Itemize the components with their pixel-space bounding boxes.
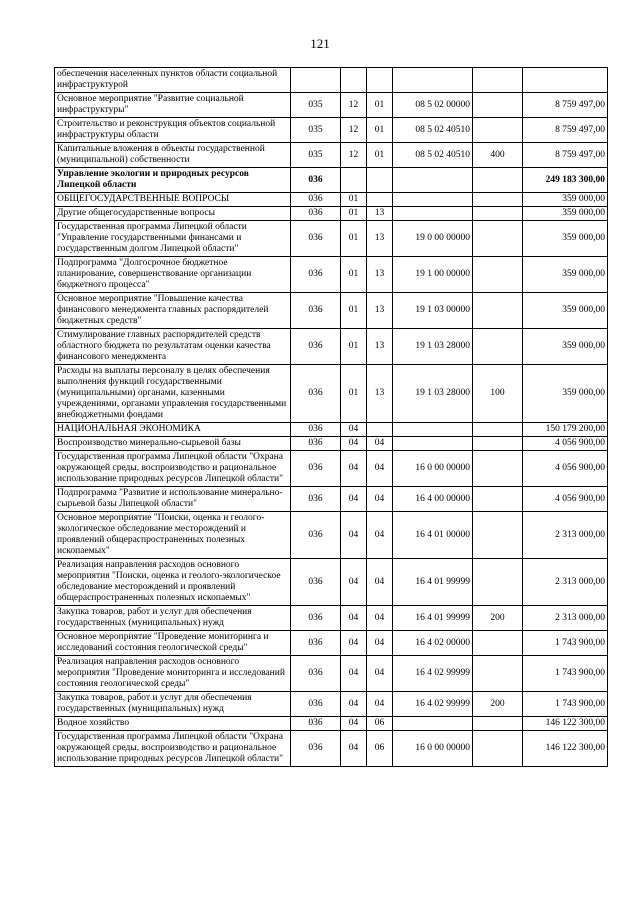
row-target-article — [393, 168, 473, 193]
row-expense-type — [473, 451, 523, 487]
row-section: 01 — [341, 207, 367, 221]
row-subsection — [367, 68, 393, 93]
row-name: ОБЩЕГОСУДАРСТВЕННЫЕ ВОПРОСЫ — [55, 193, 291, 207]
row-section: 04 — [341, 717, 367, 731]
row-sum: 4 056 900,00 — [523, 487, 608, 512]
row-admin-code: 036 — [291, 606, 341, 631]
row-section: 04 — [341, 692, 367, 717]
row-subsection — [367, 423, 393, 437]
table-row — [55, 606, 608, 631]
row-target-article: 19 1 00 00000 — [393, 257, 473, 293]
row-sum — [523, 68, 608, 93]
row-subsection: 13 — [367, 257, 393, 293]
row-target-article: 16 4 02 00000 — [393, 631, 473, 656]
row-section: 04 — [341, 487, 367, 512]
row-expense-type — [473, 423, 523, 437]
row-admin-code: 036 — [291, 631, 341, 656]
row-expense-type — [473, 68, 523, 93]
row-subsection: 06 — [367, 717, 393, 731]
row-admin-code: 036 — [291, 512, 341, 559]
row-name: Государственная программа Липецкой области "Управление государственными финансами и государственным долгом Липецкой области" — [55, 221, 291, 257]
row-expense-type: 200 — [473, 692, 523, 717]
table-row — [55, 257, 608, 293]
row-name: Основное мероприятие "Проведение мониторинга и исследований состояния геологической среды" — [55, 631, 291, 656]
row-sum: 2 313 000,00 — [523, 606, 608, 631]
row-expense-type — [473, 631, 523, 656]
row-subsection — [367, 193, 393, 207]
row-expense-type — [473, 93, 523, 118]
row-sum: 8 759 497,00 — [523, 118, 608, 143]
row-name: Строительство и реконструкция объектов социальной инфраструктуры области — [55, 118, 291, 143]
row-sum: 359 000,00 — [523, 193, 608, 207]
row-admin-code: 036 — [291, 293, 341, 329]
row-sum: 150 179 200,00 — [523, 423, 608, 437]
row-sum: 359 000,00 — [523, 207, 608, 221]
row-admin-code — [291, 68, 341, 93]
row-name: Расходы на выплаты персоналу в целях обеспечения выполнения функций государственными (муниципальными) органами, казенными учреждениями, органами управления государственными внебюджетными фондами — [55, 365, 291, 423]
table-row — [55, 118, 608, 143]
row-admin-code: 035 — [291, 93, 341, 118]
row-sum: 359 000,00 — [523, 365, 608, 423]
row-section: 04 — [341, 512, 367, 559]
table-row — [55, 631, 608, 656]
row-section: 12 — [341, 143, 367, 168]
row-subsection — [367, 168, 393, 193]
row-sum: 359 000,00 — [523, 221, 608, 257]
row-sum: 8 759 497,00 — [523, 93, 608, 118]
row-section: 04 — [341, 423, 367, 437]
row-subsection: 04 — [367, 656, 393, 692]
row-admin-code: 036 — [291, 717, 341, 731]
row-name: Закупка товаров, работ и услуг для обеспечения государственных (муниципальных) нужд — [55, 606, 291, 631]
row-subsection: 04 — [367, 559, 393, 606]
row-subsection: 04 — [367, 487, 393, 512]
row-subsection: 01 — [367, 93, 393, 118]
row-name: Основное мероприятие "Поиски, оценка и геолого-экологическое обследование месторождений и проявлений общераспространенных полезных ископаемых" — [55, 512, 291, 559]
row-expense-type — [473, 717, 523, 731]
row-target-article: 19 0 00 00000 — [393, 221, 473, 257]
row-sum: 146 122 300,00 — [523, 717, 608, 731]
row-target-article: 16 4 01 99999 — [393, 559, 473, 606]
row-section: 01 — [341, 293, 367, 329]
row-name: Государственная программа Липецкой области "Охрана окружающей среды, воспроизводство и рациональное использование природных ресурсов Липецкой области" — [55, 451, 291, 487]
table-row — [55, 731, 608, 767]
row-expense-type — [473, 207, 523, 221]
row-name: Другие общегосударственные вопросы — [55, 207, 291, 221]
table-body — [55, 68, 608, 767]
row-sum: 1 743 900,00 — [523, 692, 608, 717]
page-number: 121 — [310, 36, 330, 51]
row-name: обеспечения населенных пунктов области социальной инфраструктурой — [55, 68, 291, 93]
row-target-article: 08 5 02 40510 — [393, 118, 473, 143]
row-name: Стимулирование главных распорядителей средств областного бюджета по результатам оценки качества финансового менеджмента — [55, 329, 291, 365]
row-sum: 4 056 900,00 — [523, 451, 608, 487]
row-expense-type — [473, 731, 523, 767]
row-admin-code: 035 — [291, 118, 341, 143]
row-admin-code: 036 — [291, 365, 341, 423]
row-subsection: 13 — [367, 365, 393, 423]
table-row — [55, 656, 608, 692]
row-section: 04 — [341, 437, 367, 451]
row-target-article — [393, 68, 473, 93]
row-target-article — [393, 193, 473, 207]
row-name: Реализация направления расходов основного мероприятия "Проведение мониторинга и исследований состояния геологической среды" — [55, 656, 291, 692]
row-expense-type — [473, 168, 523, 193]
row-expense-type — [473, 512, 523, 559]
row-expense-type — [473, 257, 523, 293]
row-name: Подпрограмма "Развитие и использование минерально-сырьевой базы Липецкой области" — [55, 487, 291, 512]
row-sum: 1 743 900,00 — [523, 656, 608, 692]
row-name: Реализация направления расходов основного мероприятия "Поиски, оценка и геолого-экологическое обследование месторождений и проявлений общераспространенных полезных ископаемых" — [55, 559, 291, 606]
table-row — [55, 168, 608, 193]
table-row — [55, 423, 608, 437]
row-subsection: 04 — [367, 692, 393, 717]
row-expense-type — [473, 559, 523, 606]
row-admin-code: 036 — [291, 423, 341, 437]
row-admin-code: 036 — [291, 207, 341, 221]
row-subsection: 01 — [367, 143, 393, 168]
table-row — [55, 68, 608, 93]
row-sum: 146 122 300,00 — [523, 731, 608, 767]
row-subsection: 01 — [367, 118, 393, 143]
table-row — [55, 293, 608, 329]
row-section: 01 — [341, 221, 367, 257]
row-admin-code: 036 — [291, 437, 341, 451]
row-expense-type — [473, 221, 523, 257]
row-name: Воспроизводство минерально-сырьевой базы — [55, 437, 291, 451]
row-sum: 359 000,00 — [523, 293, 608, 329]
row-section: 12 — [341, 93, 367, 118]
row-admin-code: 036 — [291, 257, 341, 293]
table-row — [55, 559, 608, 606]
row-subsection: 04 — [367, 606, 393, 631]
row-admin-code: 036 — [291, 559, 341, 606]
table-row — [55, 437, 608, 451]
row-expense-type: 200 — [473, 606, 523, 631]
row-target-article — [393, 437, 473, 451]
row-subsection: 04 — [367, 631, 393, 656]
row-section: 12 — [341, 118, 367, 143]
row-name: Основное мероприятие "Развитие социальной инфраструктуры" — [55, 93, 291, 118]
row-name: Подпрограмма "Долгосрочное бюджетное планирование, совершенствование организации бюджетного процесса" — [55, 257, 291, 293]
row-section: 04 — [341, 559, 367, 606]
row-admin-code: 036 — [291, 487, 341, 512]
row-section: 01 — [341, 329, 367, 365]
row-name: Водное хозяйство — [55, 717, 291, 731]
row-target-article: 16 0 00 00000 — [393, 451, 473, 487]
row-target-article: 08 5 02 40510 — [393, 143, 473, 168]
budget-table — [54, 67, 608, 767]
table-row — [55, 487, 608, 512]
row-sum: 359 000,00 — [523, 257, 608, 293]
row-section — [341, 168, 367, 193]
row-expense-type — [473, 329, 523, 365]
row-expense-type — [473, 437, 523, 451]
row-target-article: 16 4 00 00000 — [393, 487, 473, 512]
row-name: Основное мероприятие "Повышение качества финансового менеджмента главных распорядителей бюджетных средств" — [55, 293, 291, 329]
table-row — [55, 221, 608, 257]
row-subsection: 06 — [367, 731, 393, 767]
row-target-article: 16 4 01 99999 — [393, 606, 473, 631]
row-section: 01 — [341, 257, 367, 293]
row-sum: 359 000,00 — [523, 329, 608, 365]
row-expense-type: 400 — [473, 143, 523, 168]
row-sum: 2 313 000,00 — [523, 559, 608, 606]
row-target-article: 08 5 02 00000 — [393, 93, 473, 118]
row-target-article — [393, 207, 473, 221]
row-subsection: 13 — [367, 221, 393, 257]
row-target-article — [393, 423, 473, 437]
row-sum: 8 759 497,00 — [523, 143, 608, 168]
row-section: 01 — [341, 365, 367, 423]
row-admin-code: 036 — [291, 692, 341, 717]
row-section — [341, 68, 367, 93]
row-subsection: 13 — [367, 293, 393, 329]
row-name: НАЦИОНАЛЬНАЯ ЭКОНОМИКА — [55, 423, 291, 437]
row-sum: 4 056 900,00 — [523, 437, 608, 451]
row-subsection: 04 — [367, 437, 393, 451]
row-subsection: 04 — [367, 512, 393, 559]
row-sum: 1 743 900,00 — [523, 631, 608, 656]
row-admin-code: 036 — [291, 221, 341, 257]
row-section: 04 — [341, 656, 367, 692]
table-row — [55, 93, 608, 118]
row-admin-code: 036 — [291, 168, 341, 193]
row-expense-type — [473, 293, 523, 329]
row-admin-code: 036 — [291, 193, 341, 207]
row-admin-code: 036 — [291, 656, 341, 692]
row-expense-type — [473, 487, 523, 512]
row-expense-type — [473, 193, 523, 207]
row-target-article — [393, 717, 473, 731]
row-subsection: 13 — [367, 207, 393, 221]
row-target-article: 16 4 01 00000 — [393, 512, 473, 559]
table-row — [55, 329, 608, 365]
table-row — [55, 717, 608, 731]
row-target-article: 19 1 03 28000 — [393, 329, 473, 365]
row-target-article: 16 4 02 99999 — [393, 692, 473, 717]
table-row — [55, 512, 608, 559]
table-row — [55, 451, 608, 487]
row-expense-type — [473, 656, 523, 692]
row-sum: 249 183 300,00 — [523, 168, 608, 193]
row-target-article: 16 4 02 99999 — [393, 656, 473, 692]
table-row — [55, 193, 608, 207]
row-section: 04 — [341, 631, 367, 656]
row-target-article: 16 0 00 00000 — [393, 731, 473, 767]
row-admin-code: 036 — [291, 451, 341, 487]
row-section: 04 — [341, 606, 367, 631]
table-row — [55, 207, 608, 221]
row-subsection: 04 — [367, 451, 393, 487]
row-target-article: 19 1 03 00000 — [393, 293, 473, 329]
row-section: 04 — [341, 731, 367, 767]
row-sum: 2 313 000,00 — [523, 512, 608, 559]
row-name: Управление экологии и природных ресурсов Липецкой области — [55, 168, 291, 193]
table-row — [55, 143, 608, 168]
row-expense-type: 100 — [473, 365, 523, 423]
row-admin-code: 036 — [291, 731, 341, 767]
row-name: Капитальные вложения в объекты государственной (муниципальной) собственности — [55, 143, 291, 168]
row-admin-code: 036 — [291, 329, 341, 365]
row-name: Государственная программа Липецкой области "Охрана окружающей среды, воспроизводство и рациональное использование природных ресурсов Липецкой области" — [55, 731, 291, 767]
row-subsection: 13 — [367, 329, 393, 365]
row-section: 01 — [341, 193, 367, 207]
table-row — [55, 692, 608, 717]
table-row — [55, 365, 608, 423]
row-target-article: 19 1 03 28000 — [393, 365, 473, 423]
row-section: 04 — [341, 451, 367, 487]
row-admin-code: 035 — [291, 143, 341, 168]
row-name: Закупка товаров, работ и услуг для обеспечения государственных (муниципальных) нужд — [55, 692, 291, 717]
row-expense-type — [473, 118, 523, 143]
